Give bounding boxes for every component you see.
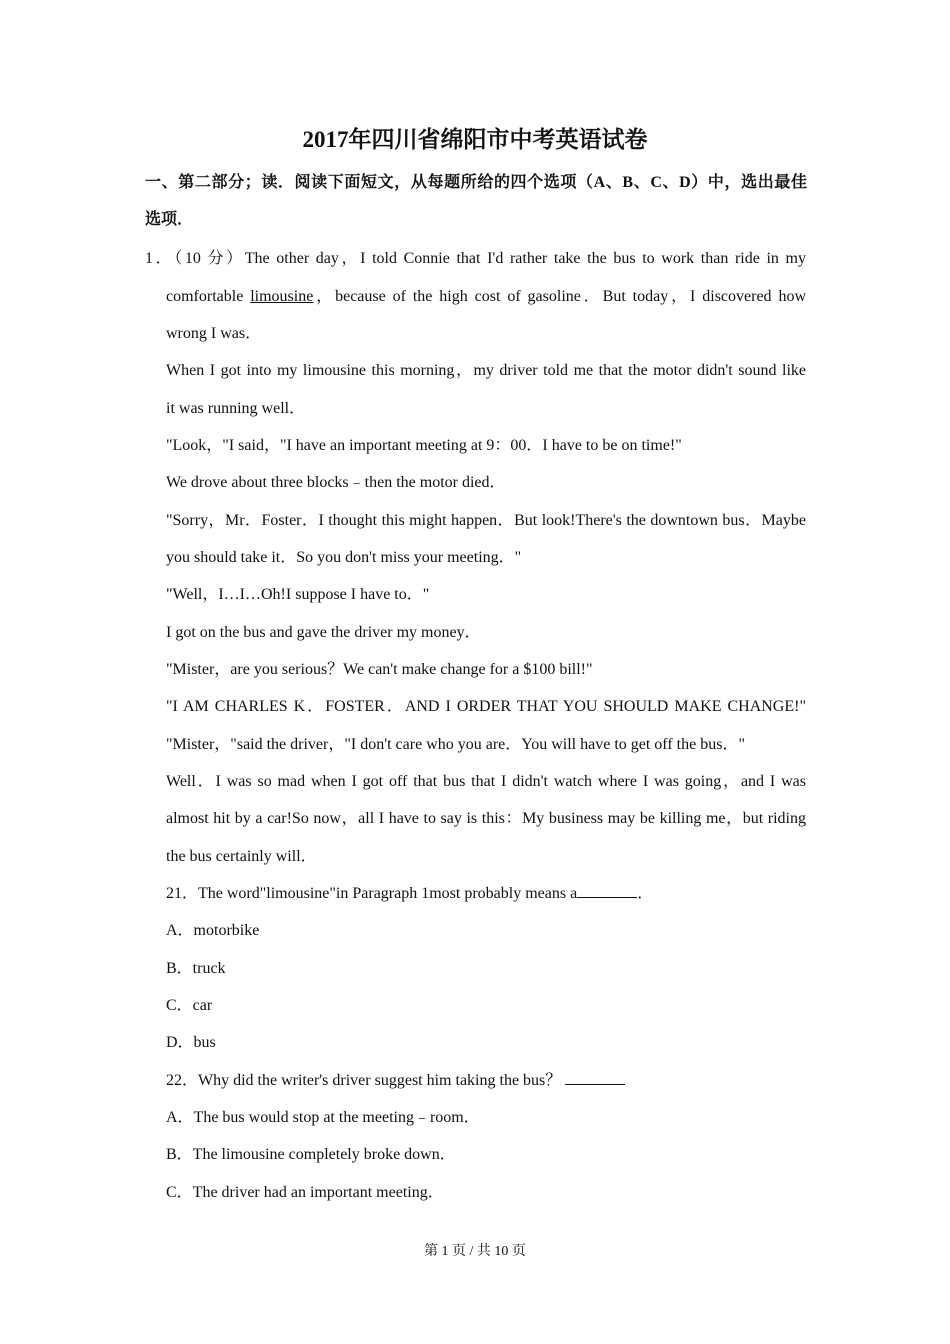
passage-line: it was running well． (166, 400, 306, 417)
option-b: B．The limousine completely broke down． (166, 1146, 456, 1163)
question-21-stem-text: 21．The word"limousine"in Paragraph 1most probably means a (166, 885, 578, 902)
option-d: D．bus (166, 1034, 216, 1051)
passage-line: almost hit by a car!So now，all I have to say is this：My business may be killing me，but riding (166, 810, 806, 827)
question-1-intro-line-3: wrong I was． (166, 325, 262, 342)
section-heading: 一、第二部分；读．阅读下面短文，从每题所给的四个选项（A、B、C、D）中，选出最佳 (145, 174, 807, 191)
passage-line: "I AM CHARLES K．FOSTER．AND I ORDER THAT YOU SHOULD MAKE CHANGE!" (166, 698, 806, 715)
answer-blank (565, 1070, 625, 1085)
option-b: B．truck (166, 960, 226, 977)
answer-blank (577, 883, 637, 898)
intro-text: comfortable (166, 288, 251, 305)
page-title: 2017年四川省绵阳市中考英语试卷 (302, 127, 648, 152)
question-1-intro-line-2 (166, 285, 806, 309)
passage-line: When I got into my limousine this morning，my driver told me that the motor didn't sound like (166, 362, 806, 379)
passage-line: you should take it．So you don't miss your meeting．" (166, 549, 522, 566)
passage-line: I got on the bus and gave the driver my money． (166, 624, 481, 641)
question-22-stem (166, 1069, 625, 1093)
passage-line: "Mister，are you serious？We can't make change for a $100 bill!" (166, 661, 593, 678)
section-heading-continued: 选项． (145, 211, 194, 228)
passage-line: "Look，"I said，"I have an important meeting at 9：00．I have to be on time!" (166, 437, 682, 454)
underlined-word: limousine (250, 288, 314, 305)
question-1-intro: 1．（10 分）The other day，I told Connie that I'd rather take the bus to work than ride in my (145, 250, 806, 267)
question-21-stem (166, 882, 653, 906)
option-a: A．The bus would stop at the meeting﹣room． (166, 1109, 480, 1126)
page-footer: 第 1 页 / 共 10 页 (424, 1244, 526, 1259)
option-c: C．car (166, 997, 213, 1014)
intro-text: ，because of the high cost of gasoline．But today，I discovered how (313, 288, 807, 305)
passage-line: the bus certainly will． (166, 848, 317, 865)
passage-line: "Sorry，Mr．Foster．I thought this might happen．But look!There's the downtown bus．Maybe (166, 512, 806, 529)
passage-line: "Mister，"said the driver，"I don't care who you are．You will have to get off the bus．" (166, 736, 745, 753)
passage-line: We drove about three blocks﹣then the motor died． (166, 474, 506, 491)
question-22-stem-text: 22．Why did the writer's driver suggest him taking the bus？ (166, 1072, 562, 1089)
option-c: C．The driver had an important meeting． (166, 1184, 444, 1201)
passage-line: Well．I was so mad when I got off that bus that I didn't watch where I was going，and I was (166, 773, 806, 790)
question-21-stem-end: ． (637, 885, 654, 902)
passage-line: "Well，I…I…Oh!I suppose I have to．" (166, 586, 430, 603)
option-a: A．motorbike (166, 922, 260, 939)
